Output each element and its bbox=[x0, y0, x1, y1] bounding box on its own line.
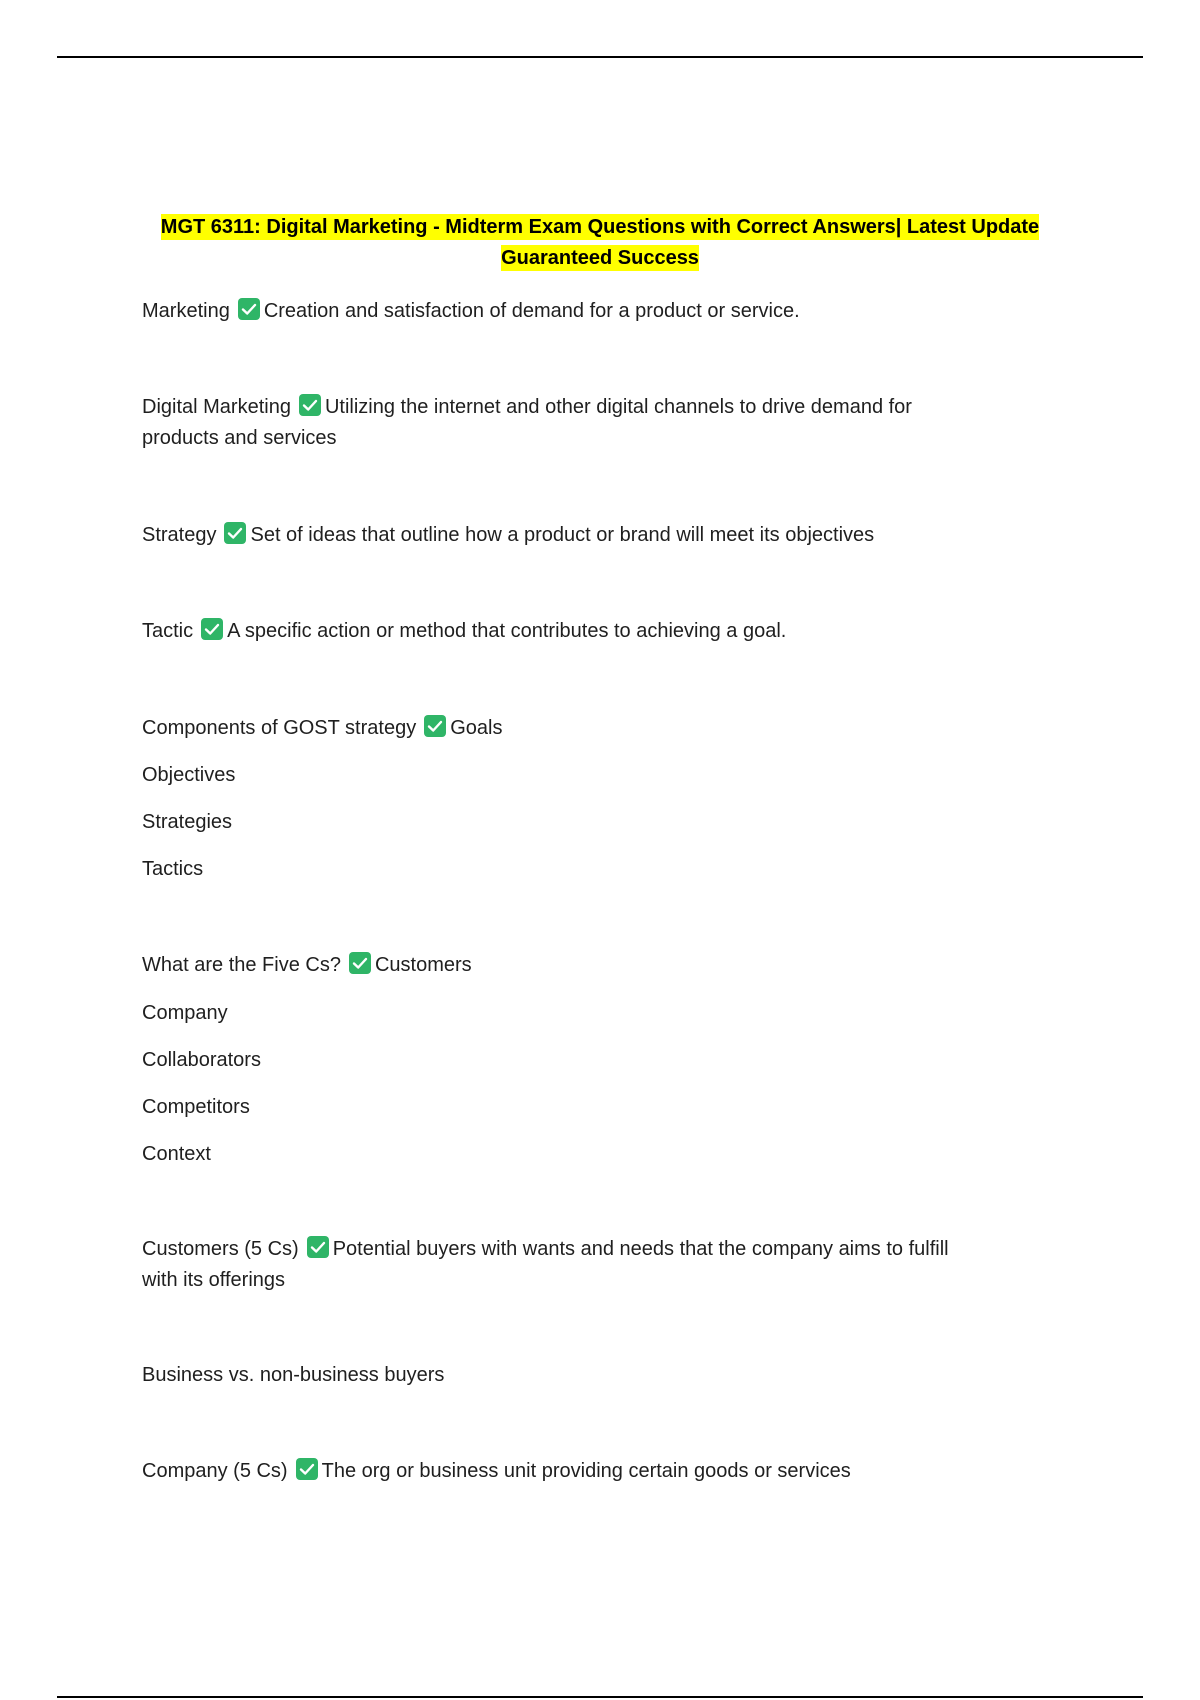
entry-definition: Goals bbox=[450, 717, 503, 739]
entry-term: Digital Marketing bbox=[142, 396, 291, 418]
document-title bbox=[140, 212, 1060, 274]
qa-entry-five-cs bbox=[142, 950, 1042, 981]
checkmark-icon bbox=[349, 952, 371, 974]
qa-entry-marketing bbox=[142, 296, 1042, 327]
entry-definition-continued: with its offerings bbox=[142, 1269, 286, 1291]
checkmark-icon bbox=[424, 715, 446, 737]
entry-term: Company (5 Cs) bbox=[142, 1460, 288, 1482]
entry-term: Components of GOST strategy bbox=[142, 717, 417, 739]
qa-entry-note bbox=[142, 1360, 1042, 1391]
checkmark-icon bbox=[238, 298, 260, 320]
list-item: Competitors bbox=[142, 1096, 250, 1118]
checkmark-icon bbox=[224, 522, 246, 544]
entry-term: Marketing bbox=[142, 300, 230, 322]
checkmark-icon bbox=[307, 1236, 329, 1258]
entry-text: Business vs. non-business buyers bbox=[142, 1364, 445, 1386]
entry-term: Strategy bbox=[142, 524, 217, 546]
top-rule bbox=[57, 56, 1143, 58]
checkmark-icon bbox=[299, 394, 321, 416]
qa-entry-tactic bbox=[142, 616, 1042, 647]
list-item: Objectives bbox=[142, 764, 236, 786]
entry-definition: Utilizing the internet and other digital channels to drive demand for bbox=[324, 396, 912, 418]
entry-definition-continued: products and services bbox=[142, 427, 337, 449]
qa-entry-strategy bbox=[142, 520, 1042, 551]
title-line-1: MGT 6311: Digital Marketing - Midterm Exam Questions with Correct Answers| Latest Update bbox=[160, 216, 1040, 238]
qa-entry-digital-marketing bbox=[142, 392, 1042, 454]
qa-entry-customers bbox=[142, 1234, 1042, 1296]
qa-entry-company bbox=[142, 1456, 1042, 1487]
entry-definition: The org or business unit providing certain goods or services bbox=[321, 1460, 851, 1482]
entry-definition: Creation and satisfaction of demand for a product or service. bbox=[263, 300, 800, 322]
list-item: Company bbox=[142, 1002, 228, 1024]
entry-definition: Potential buyers with wants and needs that the company aims to fulfill bbox=[332, 1238, 949, 1260]
qa-entry-gost bbox=[142, 713, 1042, 744]
entry-definition: Set of ideas that outline how a product or brand will meet its objectives bbox=[250, 524, 875, 546]
title-line-2: Guaranteed Success bbox=[501, 247, 699, 269]
list-item: Strategies bbox=[142, 811, 233, 833]
entry-term: What are the Five Cs? bbox=[142, 954, 341, 976]
entry-definition: A specific action or method that contributes to achieving a goal. bbox=[227, 620, 787, 642]
checkmark-icon bbox=[201, 618, 223, 640]
entry-term: Customers (5 Cs) bbox=[142, 1238, 299, 1260]
list-item: Tactics bbox=[142, 858, 204, 880]
list-item: Collaborators bbox=[142, 1049, 261, 1071]
checkmark-icon bbox=[296, 1458, 318, 1480]
entry-term: Tactic bbox=[142, 620, 194, 642]
list-item: Context bbox=[142, 1143, 211, 1165]
entry-definition: Customers bbox=[374, 954, 472, 976]
bottom-rule bbox=[57, 1696, 1143, 1698]
